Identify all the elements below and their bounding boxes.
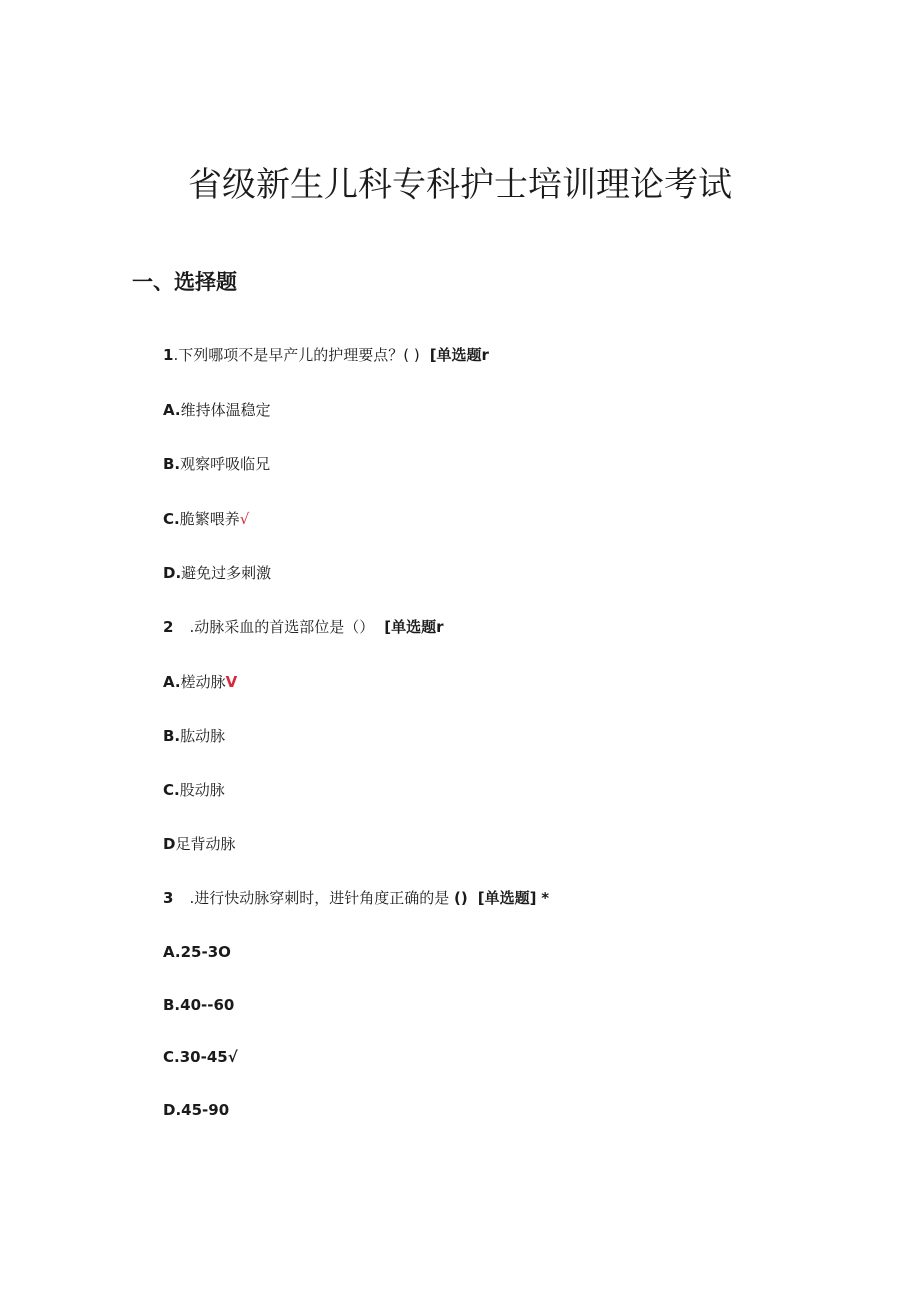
question-2-stem: [163, 616, 443, 638]
option-text: 维持体温稳定: [180, 401, 271, 419]
option-text: 45-90: [181, 1101, 230, 1119]
option-text: 槎动脉: [180, 673, 226, 691]
option-text: 股动脉: [179, 781, 225, 799]
question-3-option-b: [163, 994, 234, 1016]
question-1-option-d: [163, 562, 271, 584]
option-key: A.: [163, 401, 181, 419]
question-number: 1: [163, 346, 174, 364]
option-text: 25-3O: [180, 943, 231, 961]
question-type: [单选题]: [477, 889, 537, 907]
option-text: 避免过多刺激: [181, 564, 272, 582]
question-1-option-a: [163, 399, 271, 421]
option-key: B.: [163, 996, 181, 1014]
option-text: 30-45: [179, 1048, 228, 1066]
option-text: 观察呼吸临兄: [180, 455, 271, 473]
question-type: [单选题r: [429, 346, 489, 364]
question-2-option-b: [163, 725, 225, 747]
option-text: 肱动脉: [180, 727, 226, 745]
question-3-stem: [163, 887, 549, 909]
question-2-option-d: [163, 833, 235, 855]
question-1-stem: [163, 344, 489, 366]
option-key: A.: [163, 673, 181, 691]
option-key: C.: [163, 781, 180, 799]
question-1-option-b: [163, 453, 270, 475]
question-text: .下列哪项不是早产儿的护理要点？( ): [173, 346, 420, 364]
option-key: D: [163, 835, 176, 853]
question-3-option-d: [163, 1099, 229, 1121]
document-title: 省级新生儿科专科护士培训理论考试: [188, 165, 732, 205]
option-key: D.: [163, 1101, 182, 1119]
question-star: *: [541, 889, 550, 907]
option-text: 40--60: [180, 996, 235, 1014]
question-paren: (): [454, 889, 468, 907]
question-number: 2: [163, 618, 174, 636]
option-key: C.: [163, 510, 180, 528]
question-2-option-a: [163, 671, 237, 693]
question-text: .动脉采血的首选部位是（）: [189, 618, 375, 636]
correct-answer-mark: V: [225, 673, 238, 691]
correct-answer-mark: √: [239, 510, 250, 528]
question-text: .进行快动脉穿刺时，进针角度正确的是: [189, 889, 450, 907]
option-text: 足背动脉: [175, 835, 236, 853]
option-key: B.: [163, 455, 181, 473]
question-number: 3: [163, 889, 174, 907]
question-3-option-a: [163, 941, 231, 963]
option-key: D.: [163, 564, 182, 582]
section-heading: 一、选择题: [132, 270, 237, 294]
correct-answer-mark: √: [227, 1048, 238, 1066]
question-2-option-c: [163, 779, 225, 801]
question-1-option-c: [163, 508, 249, 530]
option-text: 脆繁喂养: [179, 510, 240, 528]
question-3-option-c: [163, 1046, 238, 1068]
option-key: A.: [163, 943, 181, 961]
question-type: [单选题r: [384, 618, 444, 636]
option-key: C.: [163, 1048, 180, 1066]
option-key: B.: [163, 727, 181, 745]
